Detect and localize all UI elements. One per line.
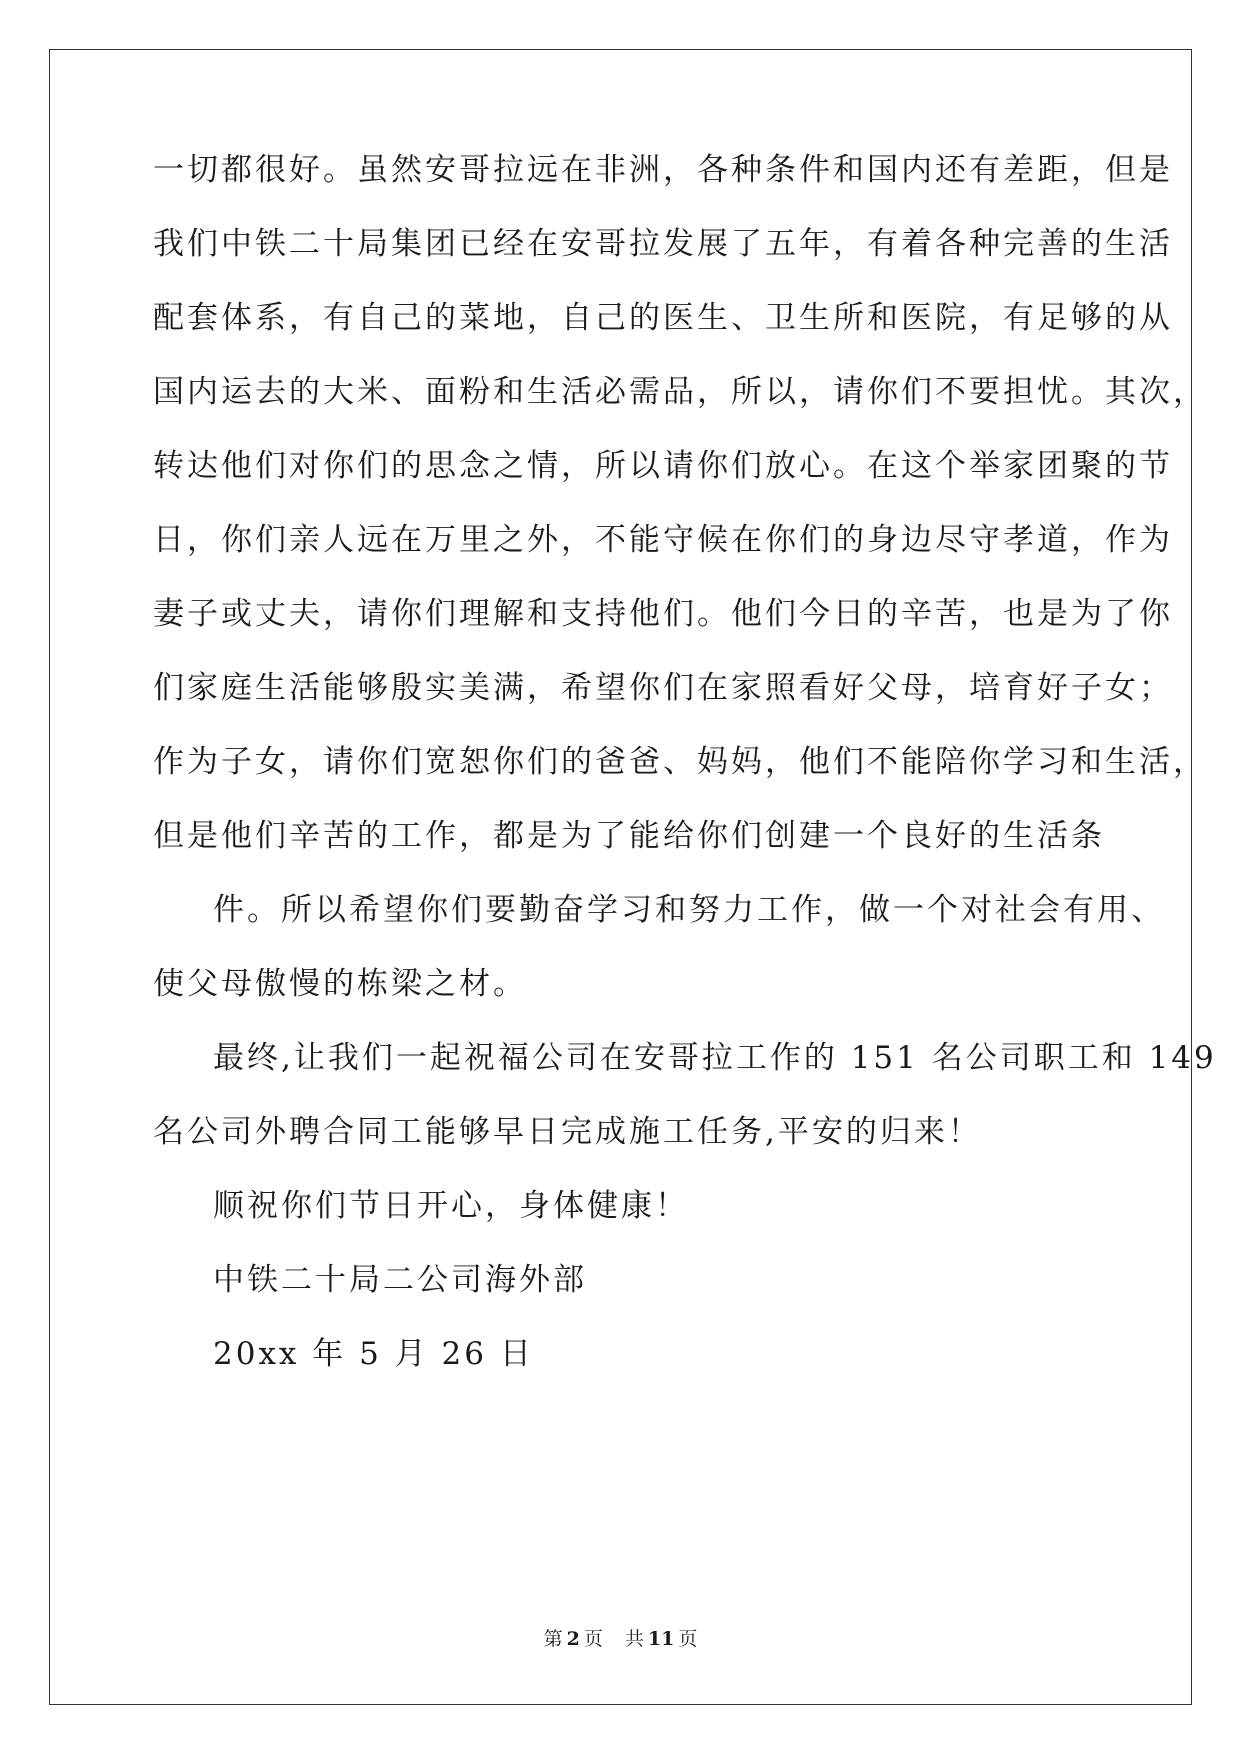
closing-greeting: 顺祝你们节日开心，身体健康！	[213, 1188, 689, 1224]
paragraph-line: 件。所以希望你们要勤奋学习和努力工作，做一个对社会有用、	[213, 892, 1165, 928]
paragraph-line: 日，你们亲人远在万里之外，不能守候在你们的身边尽守孝道，作为	[153, 522, 1173, 558]
paragraph-line: 国内运去的大米、面粉和生活必需品，所以，请你们不要担忧。其次，	[153, 374, 1207, 410]
total-suffix: 页	[678, 1628, 698, 1650]
paragraph-line: 一切都很好。虽然安哥拉远在非洲，各种条件和国内还有差距，但是	[153, 152, 1173, 188]
page-footer	[0, 1624, 1241, 1651]
paragraph-line: 转达他们对你们的思念之情，所以请你们放心。在这个举家团聚的节	[153, 448, 1173, 484]
page-suffix: 页	[583, 1628, 603, 1650]
paragraph-line: 但是他们辛苦的工作，都是为了能给你们创建一个良好的生活条	[153, 818, 1105, 854]
paragraph-line: 妻子或丈夫，请你们理解和支持他们。他们今日的辛苦，也是为了你	[153, 596, 1173, 632]
paragraph-line: 名公司外聘合同工能够早日完成施工任务,平安的归来！	[153, 1114, 982, 1150]
paragraph-line: 配套体系，有自己的菜地，自己的医生、卫生所和医院，有足够的从	[153, 300, 1173, 336]
page-number: 2	[566, 1628, 580, 1650]
total-prefix: 共	[624, 1628, 644, 1650]
paragraph-line: 作为子女，请你们宽恕你们的爸爸、妈妈，他们不能陪你学习和生活，	[153, 744, 1207, 780]
paragraph-line: 使父母傲慢的栋梁之材。	[153, 966, 527, 1002]
paragraph-line: 们家庭生活能够殷实美满，希望你们在家照看好父母，培育好子女；	[153, 670, 1173, 706]
signature-date: 20xx 年 5 月 26 日	[213, 1336, 534, 1372]
page-prefix: 第	[543, 1628, 563, 1650]
signature-organization: 中铁二十局二公司海外部	[213, 1262, 587, 1298]
paragraph-line: 我们中铁二十局集团已经在安哥拉发展了五年，有着各种完善的生活	[153, 226, 1173, 262]
total-pages: 11	[647, 1628, 675, 1650]
paragraph-line: 最终,让我们一起祝福公司在安哥拉工作的 151 名公司职工和 149	[213, 1040, 1217, 1076]
